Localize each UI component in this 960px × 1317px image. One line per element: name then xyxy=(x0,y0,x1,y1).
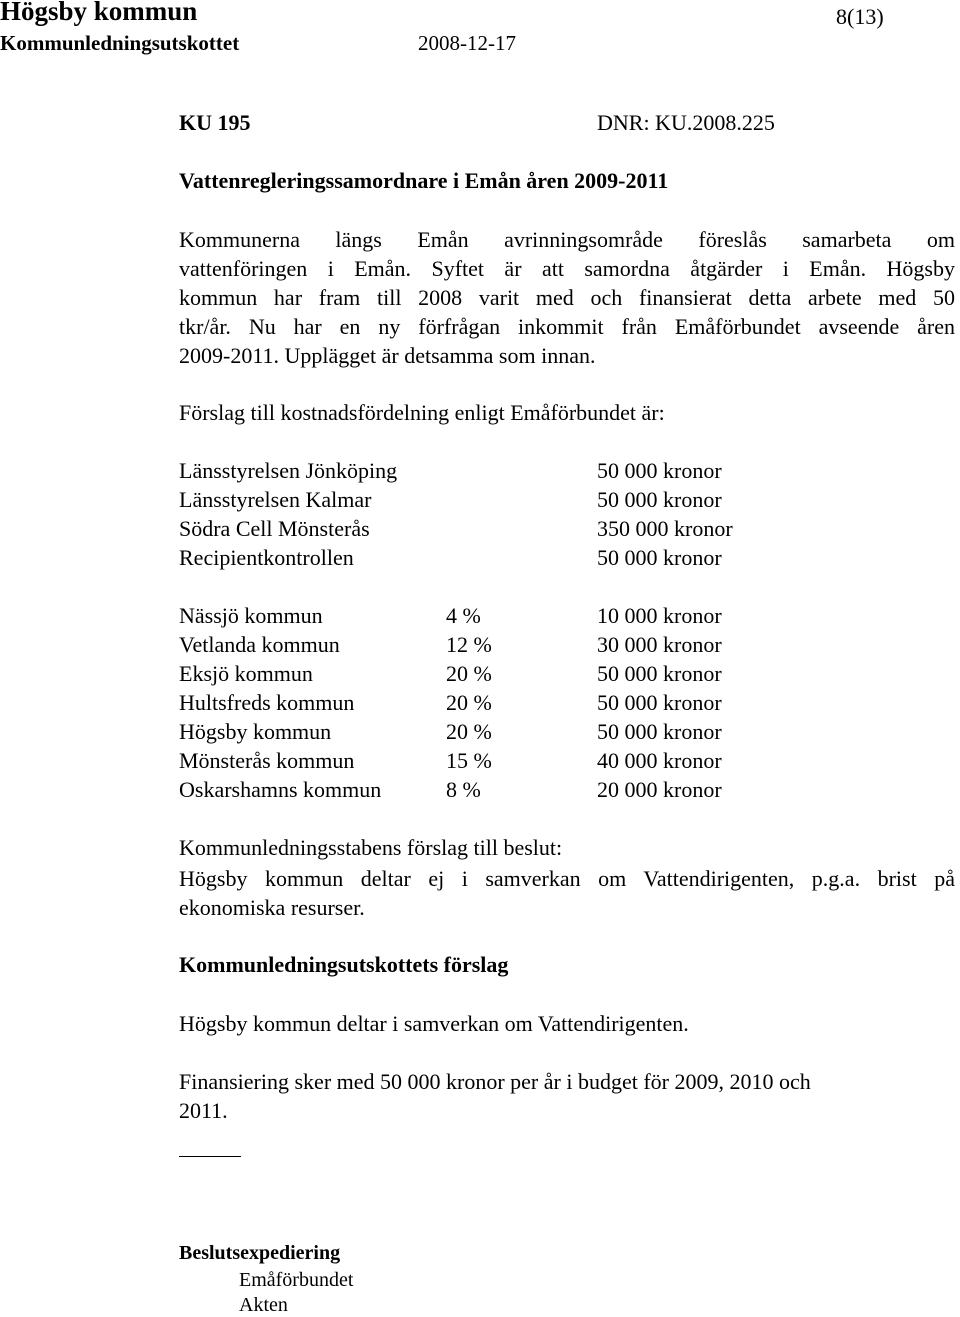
contributor-name: Länsstyrelsen Jönköping xyxy=(179,458,398,483)
dispatch-recipient: Emåförbundet xyxy=(239,1269,354,1291)
contributor-amount: 50 000 kronor xyxy=(597,487,722,512)
municipality-share: 20 % xyxy=(446,690,492,715)
contributor-name: Länsstyrelsen Kalmar xyxy=(179,487,372,512)
municipality-name: Mönsterås kommun xyxy=(179,748,355,773)
contributor-amount: 50 000 kronor xyxy=(597,458,722,483)
committee-name: Kommunledningsutskottet xyxy=(0,31,240,55)
municipality-name: Hultsfreds kommun xyxy=(179,690,355,715)
municipality-amount: 50 000 kronor xyxy=(597,690,722,715)
case-title: Vattenregleringssamordnare i Emån åren 2009-2011 xyxy=(179,168,669,193)
municipality-amount: 20 000 kronor xyxy=(597,777,722,802)
intro-line: kommun har fram till 2008 varit med och finansierat detta arbete med 50 xyxy=(179,285,955,310)
municipality-name: Eksjö kommun xyxy=(179,661,313,686)
municipality-name: Oskarshamns kommun xyxy=(179,777,382,802)
municipality-amount: 10 000 kronor xyxy=(597,603,722,628)
contributor-amount: 50 000 kronor xyxy=(597,545,722,570)
municipality-name: Högsby kommun xyxy=(179,719,332,744)
municipality-share: 4 % xyxy=(446,603,481,628)
municipality-share: 15 % xyxy=(446,748,492,773)
intro-line: Kommunerna längs Emån avrinningsområde föreslås samarbeta om xyxy=(179,227,955,252)
municipality-amount: 50 000 kronor xyxy=(597,719,722,744)
staff-proposal-line: ekonomiska resurser. xyxy=(179,895,365,920)
meeting-date: 2008-12-17 xyxy=(418,31,516,55)
staff-proposal-line: Högsby kommun deltar ej i samverkan om Vattendirigenten, p.g.a. brist på xyxy=(179,866,955,891)
municipality-amount: 40 000 kronor xyxy=(597,748,722,773)
committee-proposal-heading: Kommunledningsutskottets förslag xyxy=(179,952,509,977)
dispatch-heading: Beslutsexpediering xyxy=(179,1242,341,1264)
dispatch-recipient: Akten xyxy=(239,1294,288,1316)
municipality-share: 20 % xyxy=(446,719,492,744)
committee-decision: Högsby kommun deltar i samverkan om Vattendirigenten. xyxy=(179,1011,689,1036)
intro-line: vattenföringen i Emån. Syftet är att samordna åtgärder i Emån. Högsby xyxy=(179,256,955,281)
intro-line: tkr/år. Nu har en ny förfrågan inkommit från Emåförbundet avseende åren xyxy=(179,314,955,339)
contributor-name: Södra Cell Mönsterås xyxy=(179,516,370,541)
staff-proposal-heading: Kommunledningsstabens förslag till beslut: xyxy=(179,835,563,860)
intro-line: 2009-2011. Upplägget är detsamma som innan. xyxy=(179,343,596,368)
municipality-name: Nässjö kommun xyxy=(179,603,323,628)
organization-name: Högsby kommun xyxy=(0,0,198,26)
contributor-amount: 350 000 kronor xyxy=(597,516,733,541)
municipality-name: Vetlanda kommun xyxy=(179,632,340,657)
case-number: KU 195 xyxy=(179,110,251,135)
case-dnr: DNR: KU.2008.225 xyxy=(597,110,775,135)
municipality-amount: 30 000 kronor xyxy=(597,632,722,657)
municipality-share: 8 % xyxy=(446,777,481,802)
financing-line: 2011. xyxy=(179,1098,228,1123)
municipality-share: 20 % xyxy=(446,661,492,686)
municipality-share: 12 % xyxy=(446,632,492,657)
contributor-name: Recipientkontrollen xyxy=(179,545,354,570)
page-number: 8(13) xyxy=(836,4,884,29)
separator-line xyxy=(179,1156,241,1157)
financing-line: Finansiering sker med 50 000 kronor per år i budget för 2009, 2010 och xyxy=(179,1069,811,1094)
proposal-heading: Förslag till kostnadsfördelning enligt Emåförbundet är: xyxy=(179,400,665,425)
municipality-amount: 50 000 kronor xyxy=(597,661,722,686)
